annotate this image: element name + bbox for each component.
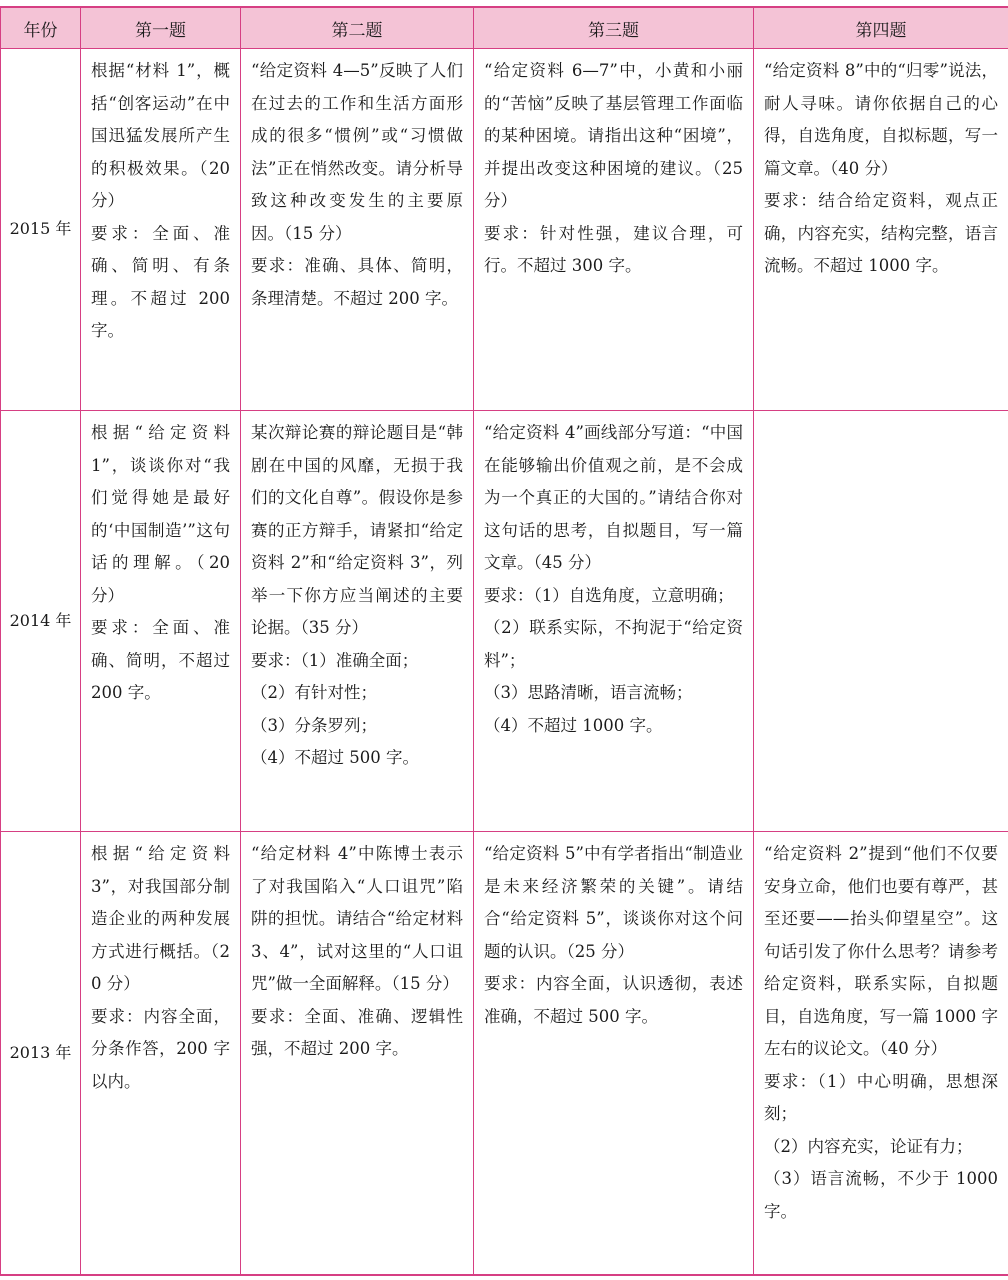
q3-cell (474, 49, 754, 411)
question-text: “给定资料 6—7”中，小黄和小丽的“苦恼”反映了基层管理工作面临的某种困境。请指出这种“困境”，并提出改变这种困境的建议。（25 分） (484, 61, 743, 210)
question-text: 某次辩论赛的辩论题目是“韩剧在中国的风靡，无损于我们的文化自尊”。假设你是参赛的正方辩手，请紧扣“给定资料 2”和“给定资料 3”，列举一下你方应当阐述的主要论据。（35 分） (251, 423, 463, 637)
question-text: “给定资料 8”中的“归零”说法，耐人寻味。请你依据自己的心得，自选角度，自拟标题，写一篇文章。（40 分） (764, 61, 998, 178)
q3-cell (474, 832, 754, 1276)
requirement-text: 要求：针对性强，建议合理，可行。不超过 300 字。 (484, 223, 743, 275)
header-q4: 第四题 (754, 7, 1008, 49)
requirement-text: 要求：全面、准确、逻辑性强，不超过 200 字。 (251, 1006, 463, 1058)
q3-cell (474, 411, 754, 832)
year-cell: 2015 年 (1, 49, 81, 411)
requirement-text: 要求：全面、准确、简明，不超过 200 字。 (91, 618, 230, 702)
header-q3: 第三题 (474, 7, 754, 49)
question-text: 根据“给定资料 3”，对我国部分制造企业的两种发展方式进行概括。（20 分） (91, 844, 230, 993)
question-text: “给定材料 4”中陈博士表示了对我国陷入“人口诅咒”陷阱的担忧。请结合“给定材料 3、4”，试对这里的“人口诅咒”做一全面解释。（15 分） (251, 844, 463, 993)
header-q1: 第一题 (81, 7, 241, 49)
requirement-text: 要求：（1）准确全面； (251, 650, 419, 670)
requirement-text: 要求：准确、具体、简明，条理清楚。不超过 200 字。 (251, 256, 463, 308)
question-text: “给定资料 5”中有学者指出“制造业是未来经济繁荣的关键”。请结合“给定资料 5”，谈谈你对这个问题的认识。（25 分） (484, 844, 743, 961)
requirement-text: 要求：全面、准确、简明、有条理。不超过 200 字。 (91, 223, 230, 340)
table-row (1, 411, 1008, 832)
requirement-text: 要求：内容全面，认识透彻，表述准确，不超过 500 字。 (484, 974, 743, 1026)
requirement-item: （2）有针对性； (251, 683, 377, 702)
header-row (1, 7, 1008, 49)
page (0, 6, 1008, 1276)
q2-cell (241, 411, 474, 832)
table-row (1, 49, 1008, 411)
q1-cell (81, 49, 241, 411)
requirement-text: 要求：内容全面，分条作答，200 字以内。 (91, 1006, 230, 1091)
question-text: 根据“材料 1”，概括“创客运动”在中国迅猛发展所产生的积极效果。（20 分） (91, 61, 230, 210)
requirement-text: 要求：（1）中心明确，思想深刻； (764, 1071, 998, 1123)
requirement-text: 要求：结合给定资料，观点正确，内容充实，结构完整，语言流畅。不超过 1000 字。 (764, 191, 998, 275)
table-row (1, 832, 1008, 1276)
requirement-item: （4）不超过 500 字。 (251, 748, 419, 767)
requirement-item: （3）思路清晰，语言流畅； (484, 683, 693, 702)
exam-questions-table (0, 6, 1008, 1276)
q4-cell-empty (754, 411, 1008, 832)
year-cell: 2014 年 (1, 411, 81, 832)
q4-cell (754, 832, 1008, 1276)
q2-cell (241, 49, 474, 411)
q2-cell (241, 832, 474, 1276)
header-year: 年份 (1, 7, 81, 49)
question-text: “给定资料 4”画线部分写道：“中国在能够输出价值观之前，是不会成为一个真正的大国的。”请结合你对这句话的思考，自拟题目，写一篇文章。（45 分） (484, 423, 743, 572)
requirement-item: （2）内容充实，论证有力； (764, 1136, 973, 1156)
requirement-item: （3）分条罗列； (251, 715, 377, 735)
question-text: “给定资料 4—5”反映了人们在过去的工作和生活方面形成的很多“惯例”或“习惯做法”正在悄然改变。请分析导致这种改变发生的主要原因。（15 分） (251, 61, 463, 243)
requirement-item: （3）语言流畅，不少于 1000 字。 (764, 1169, 998, 1221)
q1-cell (81, 832, 241, 1276)
requirement-text: 要求：（1）自选角度，立意明确； (484, 585, 734, 605)
year-cell: 2013 年 (1, 832, 81, 1276)
q4-cell (754, 49, 1008, 411)
requirement-item: （4）不超过 1000 字。 (484, 715, 663, 735)
q1-cell (81, 411, 241, 832)
header-q2: 第二题 (241, 7, 474, 49)
requirement-item: （2）联系实际，不拘泥于“给定资料”； (484, 618, 743, 670)
question-text: 根据“给定资料 1”，谈谈你对“我们觉得她是最好的‘中国制造’”这句话的理解。（20 分） (91, 423, 230, 605)
question-text: “给定资料 2”提到“他们不仅要安身立命，他们也要有尊严，甚至还要——抬头仰望星空”。这句话引发了你什么思考？请参考给定资料，联系实际，自拟题目，自选角度，写一篇 1000 字左右的议论文。（40 分） (764, 844, 998, 1058)
